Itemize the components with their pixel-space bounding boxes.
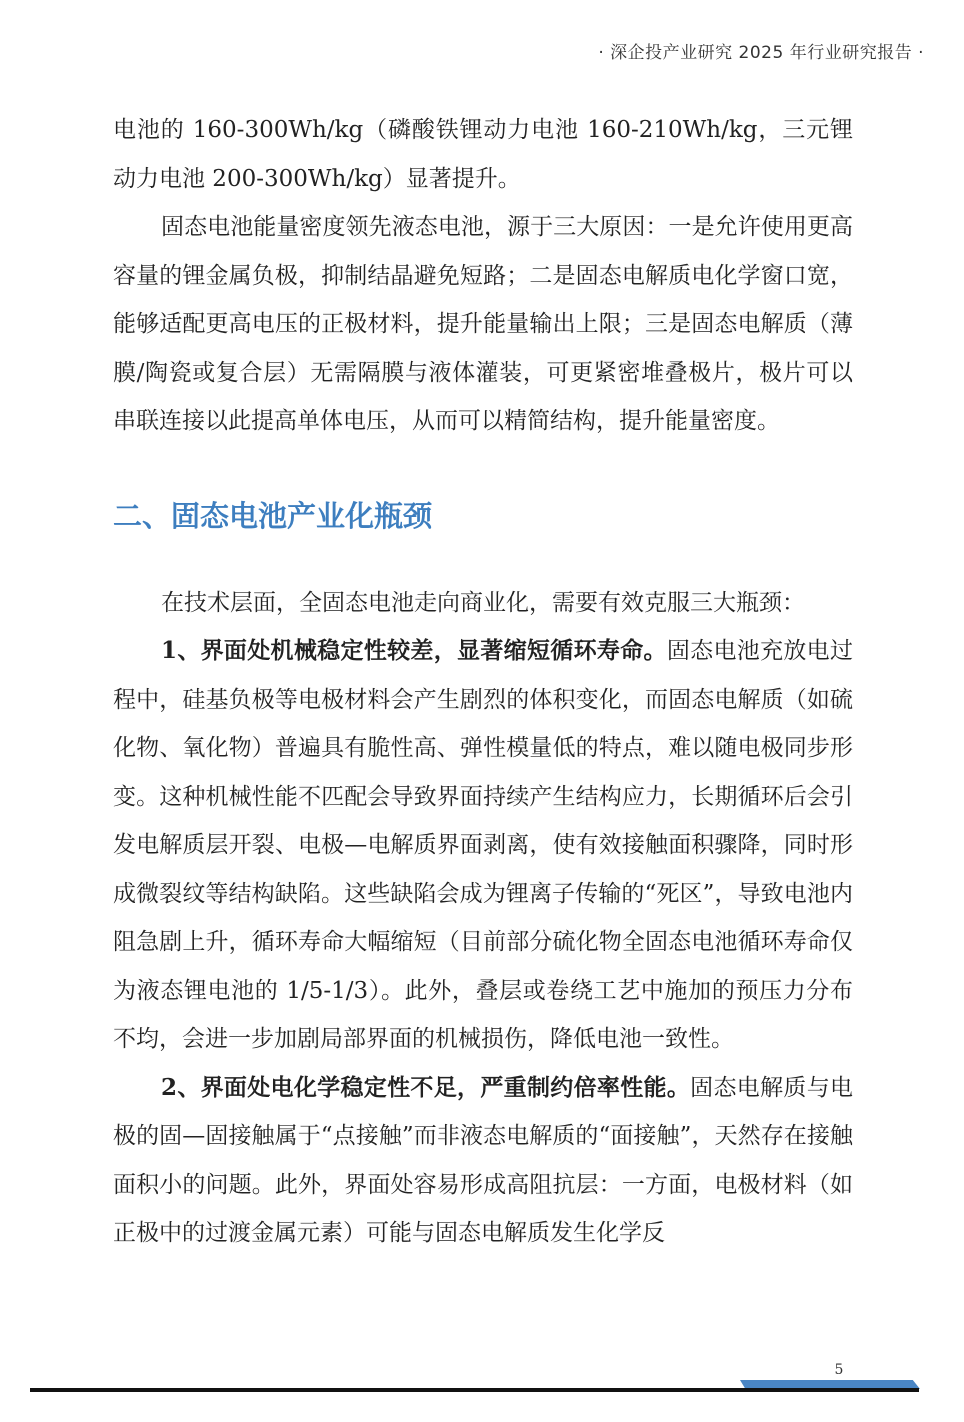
section-heading: 二、固态电池产业化瓶颈 (113, 498, 433, 533)
main-content (113, 106, 853, 1258)
running-header: · 深企投产业研究 2025 年行业研究报告 · (598, 43, 924, 63)
point-1-title: 1、界面处机械稳定性较差，显著缩短循环寿命。 (161, 637, 667, 664)
footer-divider (30, 1388, 919, 1392)
paragraph-bottleneck-intro: 在技术层面，全固态电池走向商业化，需要有效克服三大瓶颈： (161, 589, 805, 616)
point-2-text: 固态电解质与电极的固—固接触属于“点接触”而非液态电解质的“面接触”，天然存在接触面积小的问题。此外，界面处容易形成高阻抗层：一方面，电极材料（如正极中的过渡金属元素）可能与固态电解质发生化学反 (113, 1074, 853, 1246)
point-1-text: 固态电池充放电过程中，硅基负极等电极材料会产生剧烈的体积变化，而固态电解质（如硫化物、氧化物）普遍具有脆性高、弹性模量低的特点，难以随电极同步形变。这种机械性能不匹配会导致界面持续产生结构应力，长期循环后会引发电解质层开裂、电极—电解质界面剥离，使有效接触面积骤降，同时形成微裂纹等结构缺陷。这些缺陷会成为锂离子传输的“死区”，导致电池内阻急剧上升，循环寿命大幅缩短（目前部分硫化物全固态电池循环寿命仅为液态锂电池的 1/5-1/3）。此外，叠层或卷绕工艺中施加的预压力分布不均，会进一步加剧局部界面的机械损伤，降低电池一致性。 (113, 638, 853, 1052)
paragraph-energy-density-reasons: 固态电池能量密度领先液态电池，源于三大原因：一是允许使用更高容量的锂金属负极，抑制结晶避免短路；二是固态电解质电化学窗口宽，能够适配更高电压的正极材料，提升能量输出上限；三是固态电解质（薄膜/陶瓷或复合层）无需隔膜与液体灌装，可更紧密堆叠极片，极片可以串联连接以此提高单体电压，从而可以精简结构，提升能量密度。 (113, 214, 853, 434)
point-2-title: 2、界面处电化学稳定性不足，严重制约倍率性能。 (161, 1073, 691, 1101)
paragraph-energy-density-continuation: 电池的 160-300Wh/kg（磷酸铁锂动力电池 160-210Wh/kg，三元锂动力电池 200-300Wh/kg）显著提升。 (113, 117, 853, 192)
page-number: 5 (834, 1362, 844, 1378)
paragraph-point-2 (113, 1064, 853, 1258)
paragraph-point-1 (113, 627, 853, 1064)
